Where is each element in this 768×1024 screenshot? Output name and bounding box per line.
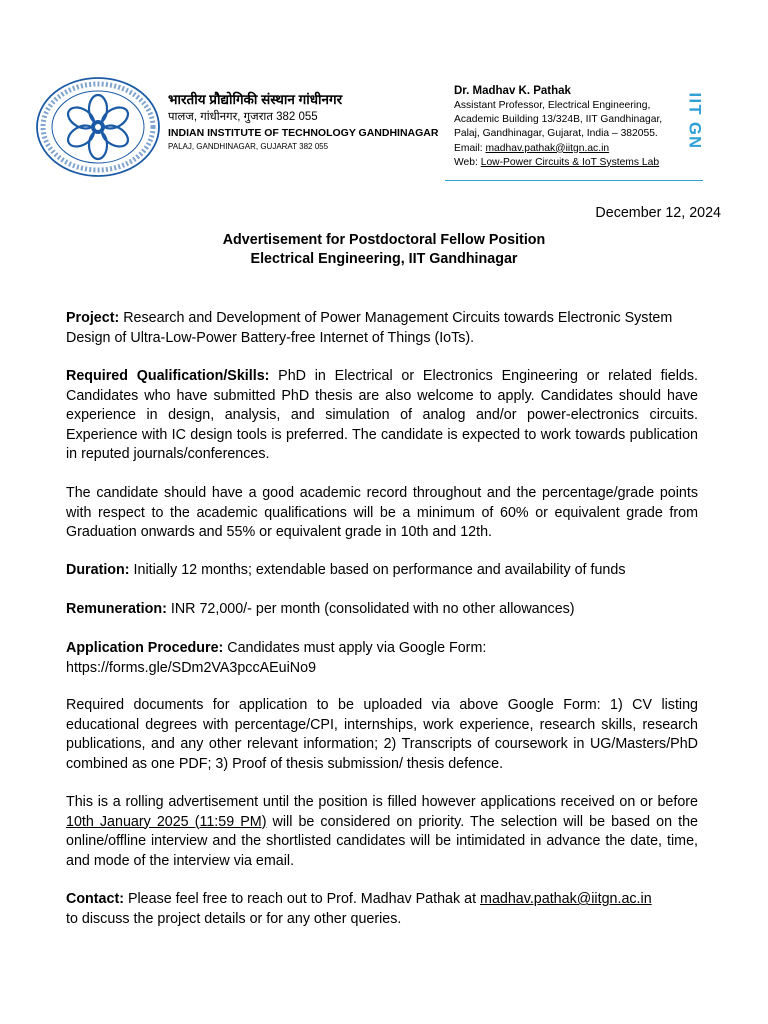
project-paragraph: Project: Research and Development of Power Management Circuits towards Electronic System Design of Ultra-Low-Power Battery-free Internet of Things (IoTs). <box>66 310 673 346</box>
sender-email-link[interactable]: madhav.pathak@iitgn.ac.in <box>485 142 610 154</box>
sender-email-line: Email: madhav.pathak@iitgn.ac.in <box>454 142 610 154</box>
sender-address-line-2: Palaj, Gandhinagar, Gujarat, India – 382055. <box>454 128 658 140</box>
application-paragraph: Application Procedure: Candidates must apply via Google Form: https://forms.gle/SDm2VA3pccAEuiNo9 <box>66 640 487 676</box>
rolling-paragraph: This is a rolling advertisement until the position is filled however applications received on or before 10th January 2025 (11:59 PM) will be considered on priority. The selection will be based on the online/offline interview and the shortlisted candidates will be intimidated in advance the date, time, and mode of the interview via email. <box>66 794 698 869</box>
institute-name-english: INDIAN INSTITUTE OF TECHNOLOGY GANDHINAGAR <box>168 127 439 139</box>
sender-web-line: Web: Low-Power Circuits & IoT Systems Lab <box>454 156 660 168</box>
sender-title: Assistant Professor, Electrical Engineering, <box>454 100 651 111</box>
institute-name-hindi: भारतीय प्रौद्योगिकी संस्थान गांधीनगर <box>168 92 343 107</box>
contact-email-link[interactable]: madhav.pathak@iitgn.ac.in <box>480 891 652 907</box>
iitgn-vertical-wordmark: IIT GN <box>685 92 704 150</box>
header-divider <box>445 180 703 181</box>
institute-name-block <box>168 91 438 153</box>
institute-address-hindi: पालज, गांधीनगर, गुजरात 382 055 <box>168 111 318 123</box>
documents-paragraph: Required documents for application to be uploaded via above Google Form: 1) CV listing educational degrees with percentage/CPI, internships, work experience, research skills, research publications, and any other relevant information; 2) Transcripts of coursework in UG/Masters/PhD combined as one PDF; 3) Proof of thesis submission/ thesis defence. <box>66 697 698 772</box>
remuneration-paragraph: Remuneration: INR 72,000/- per month (consolidated with no other allowances) <box>66 601 575 617</box>
institute-address-english: PALAJ, GANDHINAGAR, GUJARAT 382 055 <box>168 142 329 151</box>
qualification-paragraph: Required Qualification/Skills: PhD in Electrical or Electronics Engineering or related fields. Candidates who have submitted PhD thesis are also welcome to apply. Candidates should have experience in design, analysis, and simulation of analog and/or power-electronics circuits. Experience with IC design tools is preferred. The candidate is expected to work towards publication in reputed journals/conferences. <box>66 368 698 462</box>
sender-address-line-1: Academic Building 13/324B, IIT Gandhinagar, <box>454 114 663 126</box>
iitgn-logo <box>34 75 162 179</box>
letter-date: December 12, 2024 <box>595 205 721 221</box>
sender-contact-block <box>454 83 662 170</box>
duration-paragraph: Duration: Initially 12 months; extendable based on performance and availability of funds <box>66 562 626 578</box>
google-form-link[interactable]: https://forms.gle/SDm2VA3pccAEuiNo9 <box>66 659 317 676</box>
document-title: Advertisement for Postdoctoral Fellow Position <box>222 232 546 248</box>
lab-website-link[interactable]: Low-Power Circuits & IoT Systems Lab <box>480 156 660 168</box>
contact-paragraph: Contact: Please feel free to reach out to Prof. Madhav Pathak at madhav.pathak@iitgn.ac.in to discuss the project details or for any other queries. <box>66 891 652 927</box>
deadline-date: 10th January 2025 (11:59 PM) <box>66 813 267 830</box>
sender-name: Dr. Madhav K. Pathak <box>454 85 571 97</box>
academic-record-paragraph: The candidate should have a good academic record throughout and the percentage/grade points with respect to the academic qualifications will be a minimum of 60% or equivalent grade from Graduation onwards and 55% or equivalent grade in 10th and 12th. <box>66 485 698 540</box>
document-subtitle: Electrical Engineering, IIT Gandhinagar <box>250 251 518 267</box>
